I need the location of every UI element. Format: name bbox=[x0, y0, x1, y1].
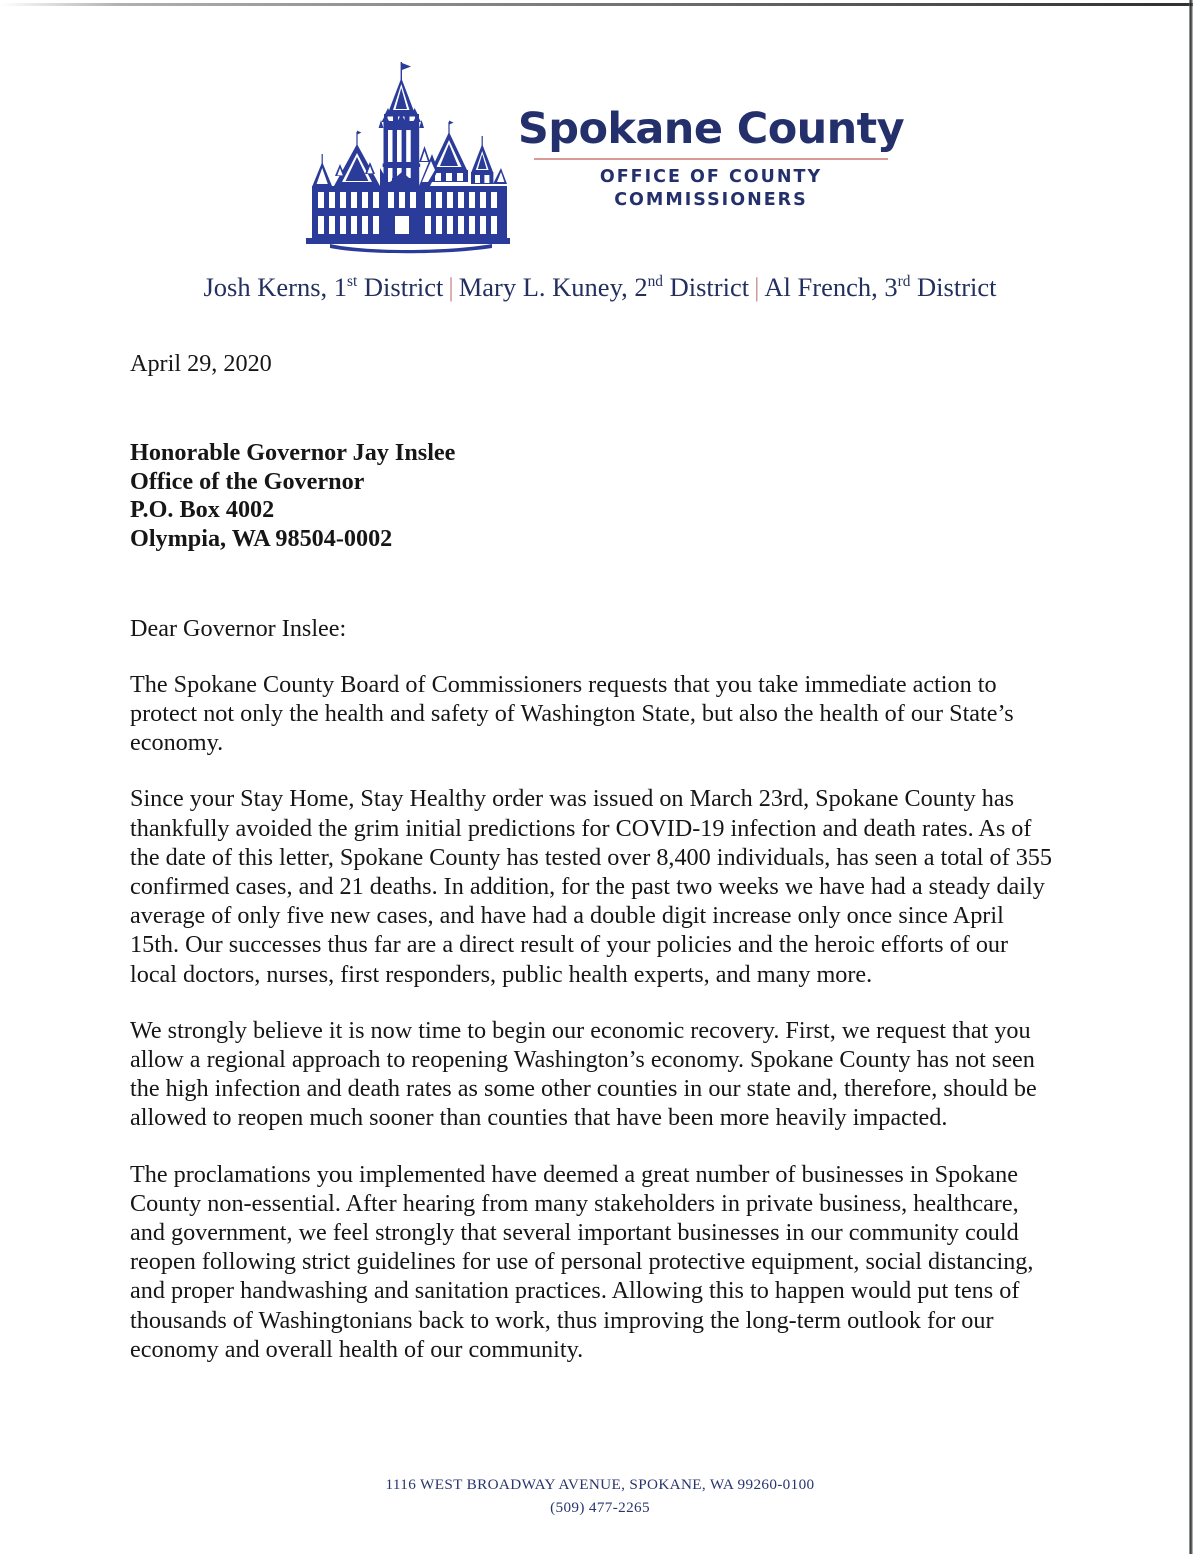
scan-edge-top bbox=[0, 3, 1193, 6]
commissioner-2-district: District bbox=[662, 272, 750, 302]
footer-address: 1116 WEST BROADWAY AVENUE, SPOKANE, WA 99260-0100 bbox=[385, 1476, 815, 1493]
recipient-name: Honorable Governor Jay Inslee bbox=[130, 439, 456, 467]
wordmark bbox=[518, 52, 904, 212]
commissioners-line bbox=[0, 272, 1200, 303]
recipient-po-box: P.O. Box 4002 bbox=[130, 496, 275, 524]
recipient-office: Office of the Governor bbox=[130, 467, 365, 495]
organization-subtitle-line2: COMMISSIONERS bbox=[614, 190, 808, 211]
commissioner-1-name: Josh Kerns, 1 bbox=[203, 272, 348, 302]
paragraph-1: The Spokane County Board of Commissioners requests that you take immediate action to protect not only the health and safety of Washington State, but also the health of our State’s economy. bbox=[130, 670, 1014, 757]
letter-body bbox=[130, 349, 1058, 1364]
recipient-city-state-zip: Olympia, WA 98504-0002 bbox=[130, 524, 393, 552]
commissioner-3-ordinal: rd bbox=[897, 273, 911, 291]
commissioner-1-district: District bbox=[357, 272, 444, 302]
salutation: Dear Governor Inslee: bbox=[130, 614, 347, 642]
organization-title: Spokane County bbox=[517, 104, 905, 154]
wordmark-divider bbox=[534, 158, 888, 160]
commissioner-3-name: Al French, 3 bbox=[764, 272, 898, 302]
paragraph-4: The proclamations you implemented have deemed a great number of businesses in Spokane County non-essential. After hearing from many stakeholders in private business, healthcare, and government, we feel strongly that several important businesses in our community could reopen following strict guidelines for use of personal protective equipment, social distancing, and proper handwashing and sanitation practices. Allowing this to happen would put tens of thousands of Washingtonians back to work, thus improving the long-term outlook for our economy and overall health of our community. bbox=[130, 1160, 1034, 1363]
paragraph-3: We strongly believe it is now time to begin our economic recovery. First, we request that you allow a regional approach to reopening Washington’s economy. Spokane County has not seen the high infection and death rates as some other counties in our state and, therefore, should be allowed to reopen much sooner than counties that have been more heavily impacted. bbox=[130, 1016, 1037, 1132]
commissioner-1-ordinal: st bbox=[347, 273, 358, 291]
commissioner-separator-2: | bbox=[754, 272, 760, 302]
commissioner-2-ordinal: nd bbox=[647, 273, 663, 291]
organization-subtitle-line1: OFFICE OF COUNTY bbox=[599, 167, 823, 187]
footer-phone: (509) 477-2265 bbox=[550, 1499, 650, 1516]
letter-date: April 29, 2020 bbox=[130, 350, 272, 377]
page-footer bbox=[0, 1473, 1200, 1519]
paragraph-2: Since your Stay Home, Stay Healthy order was issued on March 23rd, Spokane County has thankfully avoided the grim initial predictions for COVID-19 infection and death rates. As of the date of this letter, Spokane County has tested over 8,400 individuals, has seen a total of 355 confirmed cases, and 21 deaths. In addition, for the past two weeks we have had a steady daily average of only five new cases, and have had a double digit increase only once since April 15th. Our successes thus far are a direct result of your policies and the heroic efforts of our local doctors, nurses, first responders, public health experts, and many more. bbox=[130, 785, 1052, 988]
spokane-county-courthouse-illustration bbox=[296, 58, 512, 254]
recipient-address-block bbox=[130, 378, 1058, 553]
commissioner-separator-1: | bbox=[448, 272, 454, 302]
letterhead bbox=[0, 52, 1200, 254]
commissioner-2-name: Mary L. Kuney, 2 bbox=[458, 272, 648, 302]
commissioner-3-district: District bbox=[910, 272, 997, 302]
